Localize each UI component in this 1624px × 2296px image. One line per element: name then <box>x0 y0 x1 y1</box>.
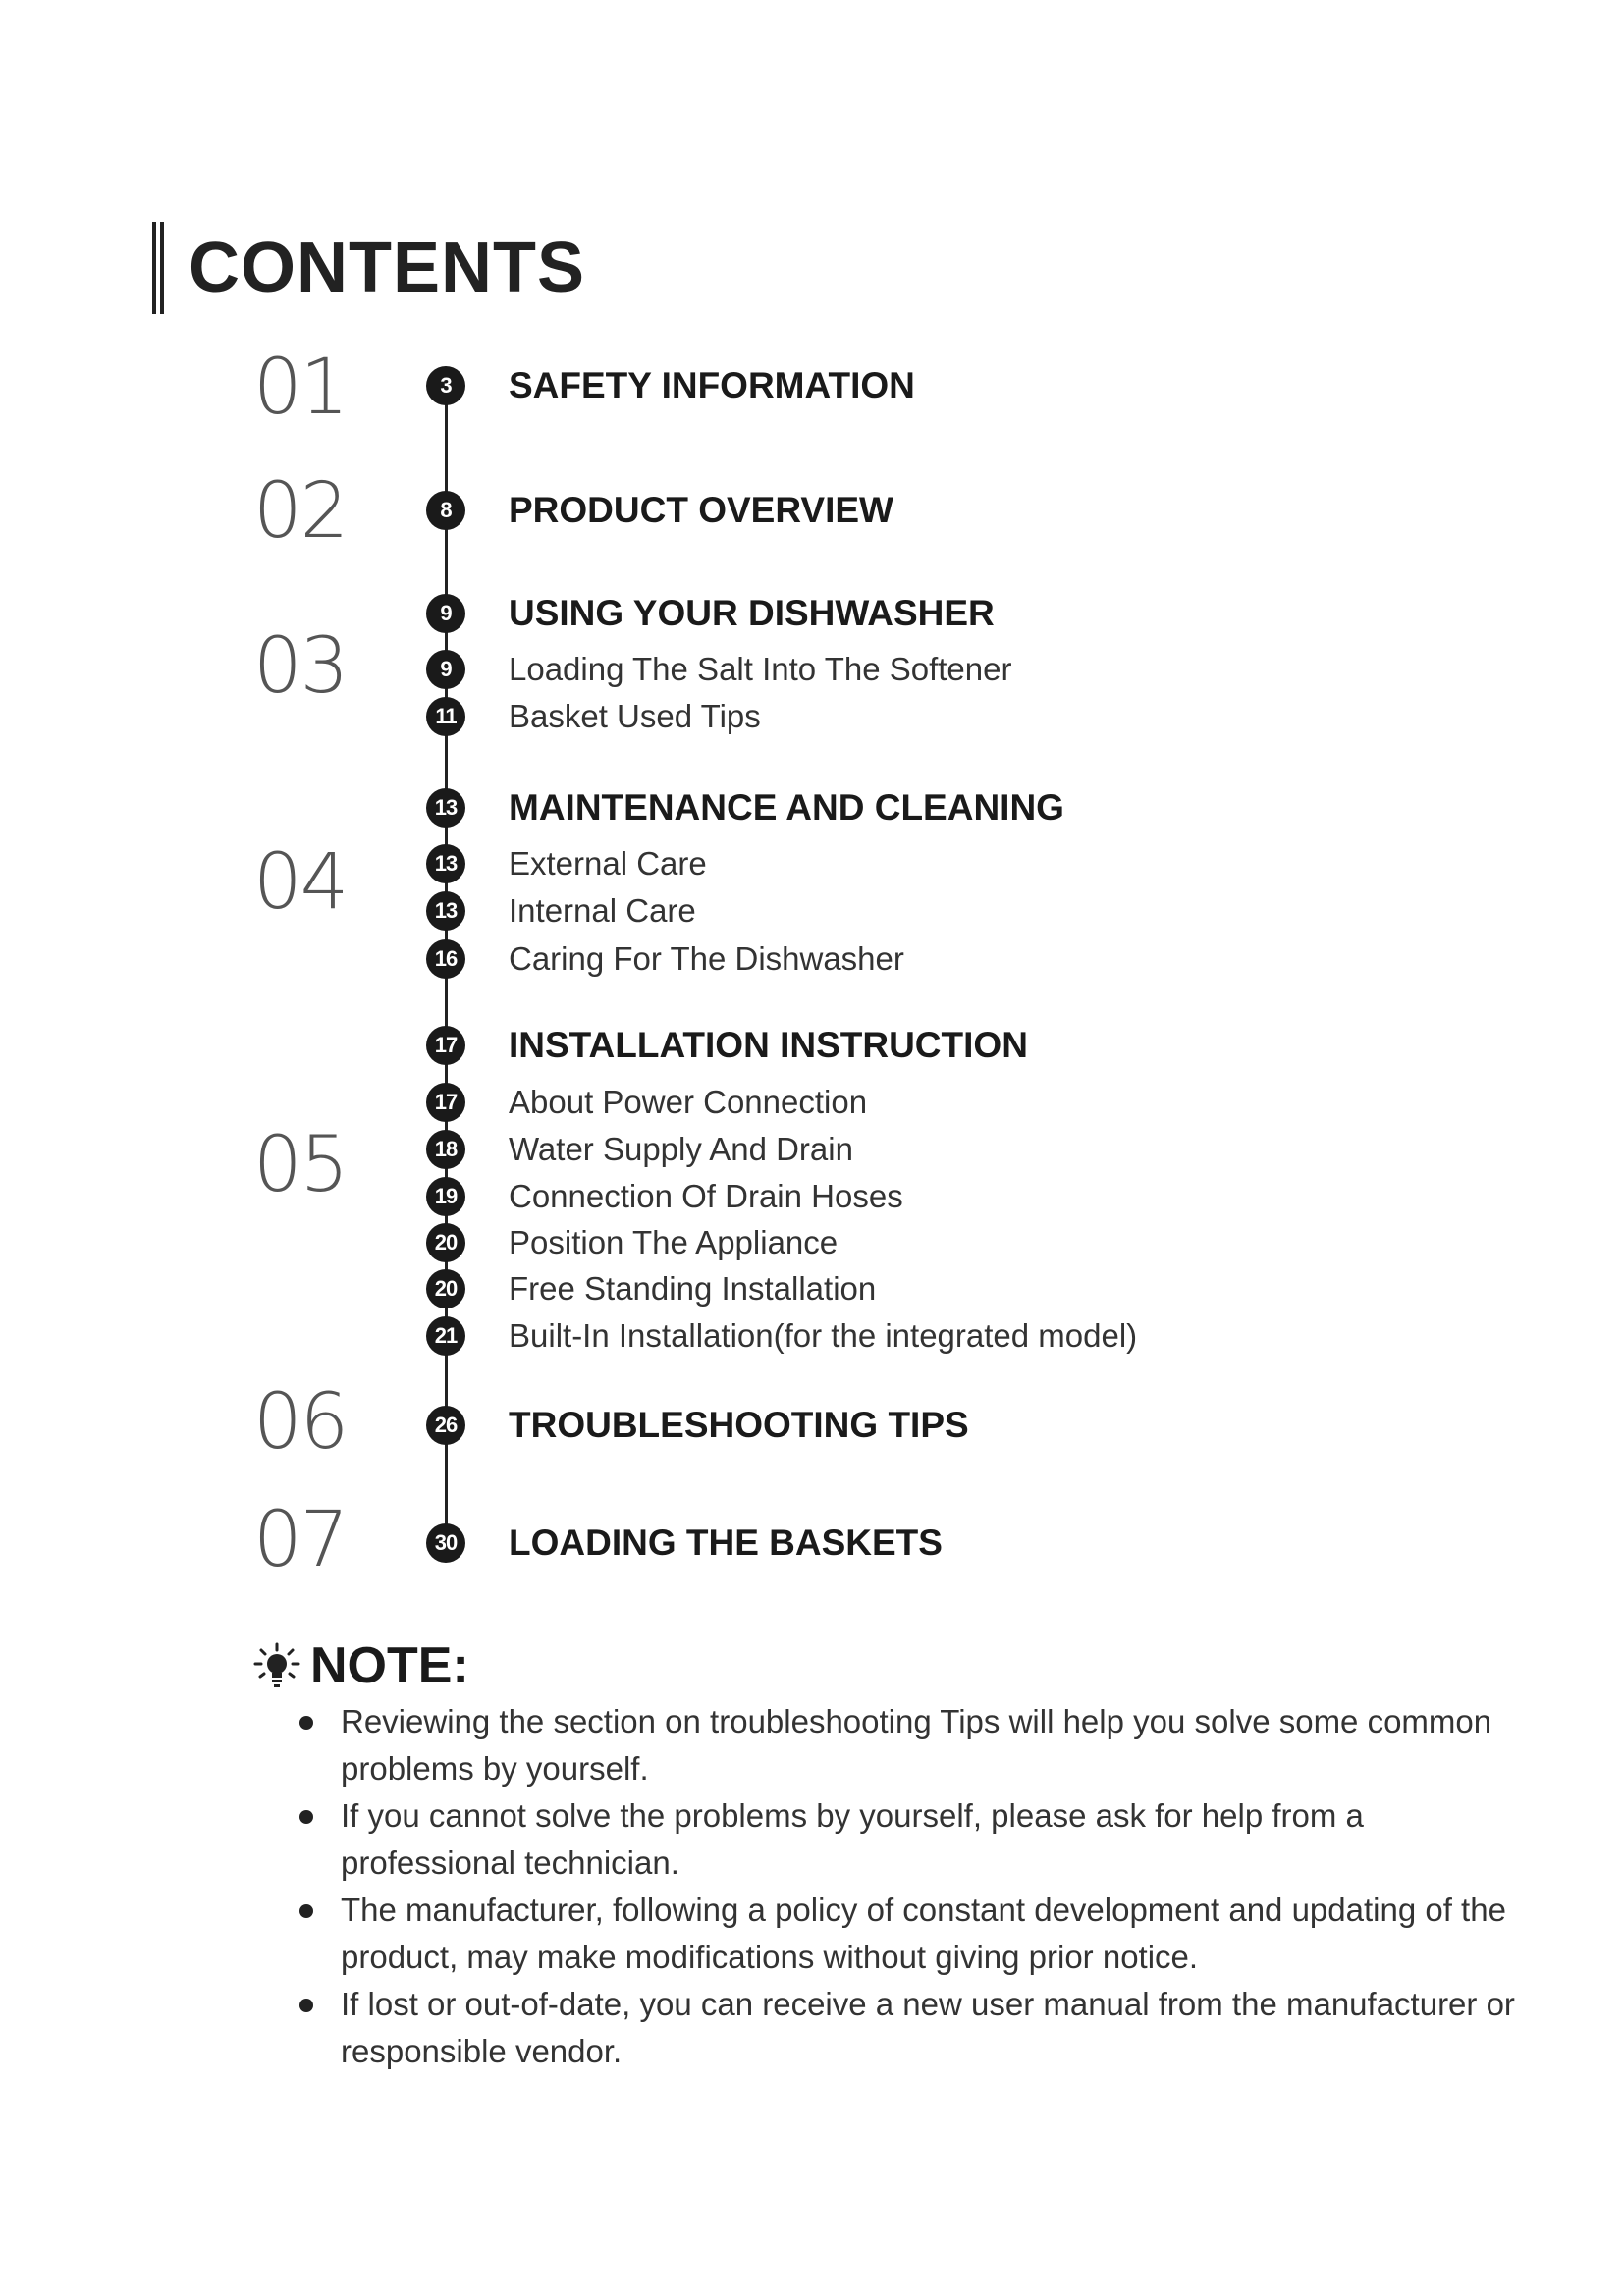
note-header <box>253 1636 469 1695</box>
note-item-text: The manufacturer, following a policy of constant development and updating of the product, may make modifications without giving prior notice. <box>341 1892 1506 1975</box>
page-badge: 9 <box>426 650 465 689</box>
toc-entry-loading-the-baskets[interactable]: LOADING THE BASKETS <box>509 1522 943 1563</box>
note-list <box>299 1698 1517 2075</box>
bullet-icon <box>299 1716 313 1730</box>
toc-entry-safety-information[interactable]: SAFETY INFORMATION <box>509 365 915 405</box>
page-badge: 17 <box>426 1083 465 1122</box>
page-badge: 20 <box>426 1269 465 1308</box>
section-number-07: 07 <box>253 1496 348 1584</box>
note-item-text: If lost or out-of-date, you can receive a new user manual from the manufacturer or responsible vendor. <box>341 1986 1515 2069</box>
toc-entry-connection-of-drain-hoses[interactable]: Connection Of Drain Hoses <box>509 1178 903 1214</box>
toc-entry-troubleshooting-tips[interactable]: TROUBLESHOOTING TIPS <box>509 1405 969 1445</box>
section-number-01: 01 <box>253 344 348 432</box>
page-badge: 8 <box>426 491 465 530</box>
page-badge: 3 <box>426 366 465 405</box>
toc-entry-maintenance-and-cleaning[interactable]: MAINTENANCE AND CLEANING <box>509 787 1064 828</box>
section-number-03: 03 <box>253 622 348 711</box>
page-badge: 13 <box>426 844 465 883</box>
page-badge: 13 <box>426 891 465 931</box>
toc-entry-basket-used-tips[interactable]: Basket Used Tips <box>509 698 761 734</box>
toc-entry-loading-salt[interactable]: Loading The Salt Into The Softener <box>509 651 1012 687</box>
note-item <box>299 1792 1517 1887</box>
page-badge: 18 <box>426 1130 465 1169</box>
page-badge: 11 <box>426 697 465 736</box>
bullet-icon <box>299 1999 313 2012</box>
page-badge: 26 <box>426 1406 465 1445</box>
toc-entry-built-in-installation[interactable]: Built-In Installation(for the integrated model) <box>509 1317 1138 1354</box>
note-item-text: Reviewing the section on troubleshooting Tips will help you solve some common problems by yourself. <box>341 1703 1492 1787</box>
toc-entry-about-power-connection[interactable]: About Power Connection <box>509 1084 868 1120</box>
note-item <box>299 1887 1517 1981</box>
note-item <box>299 1981 1517 2075</box>
section-number-04: 04 <box>253 838 348 927</box>
page-badge: 20 <box>426 1223 465 1262</box>
toc-entry-caring-for-dishwasher[interactable]: Caring For The Dishwasher <box>509 940 904 977</box>
section-number-02: 02 <box>253 467 348 556</box>
page-badge: 16 <box>426 939 465 979</box>
toc-entry-internal-care[interactable]: Internal Care <box>509 892 696 929</box>
page-badge: 13 <box>426 788 465 828</box>
page-badge: 30 <box>426 1523 465 1563</box>
page-title: CONTENTS <box>189 229 585 307</box>
lightbulb-icon <box>253 1642 300 1689</box>
bullet-icon <box>299 1904 313 1918</box>
note-title: NOTE: <box>310 1637 469 1694</box>
page-badge: 19 <box>426 1177 465 1216</box>
section-number-05: 05 <box>253 1121 348 1209</box>
title-accent-bar <box>152 222 164 314</box>
toc-entry-free-standing-installation[interactable]: Free Standing Installation <box>509 1270 877 1307</box>
toc-entry-using-your-dishwasher[interactable]: USING YOUR DISHWASHER <box>509 593 995 633</box>
toc-entry-product-overview[interactable]: PRODUCT OVERVIEW <box>509 490 893 530</box>
bullet-icon <box>299 1810 313 1824</box>
toc-entry-water-supply-and-drain[interactable]: Water Supply And Drain <box>509 1131 853 1167</box>
page-badge: 21 <box>426 1316 465 1356</box>
page-badge: 9 <box>426 594 465 633</box>
section-number-06: 06 <box>253 1378 348 1467</box>
toc-entry-external-care[interactable]: External Care <box>509 845 707 881</box>
note-item <box>299 1698 1517 1792</box>
note-item-text: If you cannot solve the problems by yourself, please ask for help from a professional technician. <box>341 1797 1364 1881</box>
page-badge: 17 <box>426 1026 465 1065</box>
toc-entry-position-the-appliance[interactable]: Position The Appliance <box>509 1224 839 1260</box>
toc-entry-installation-instruction[interactable]: INSTALLATION INSTRUCTION <box>509 1025 1028 1065</box>
